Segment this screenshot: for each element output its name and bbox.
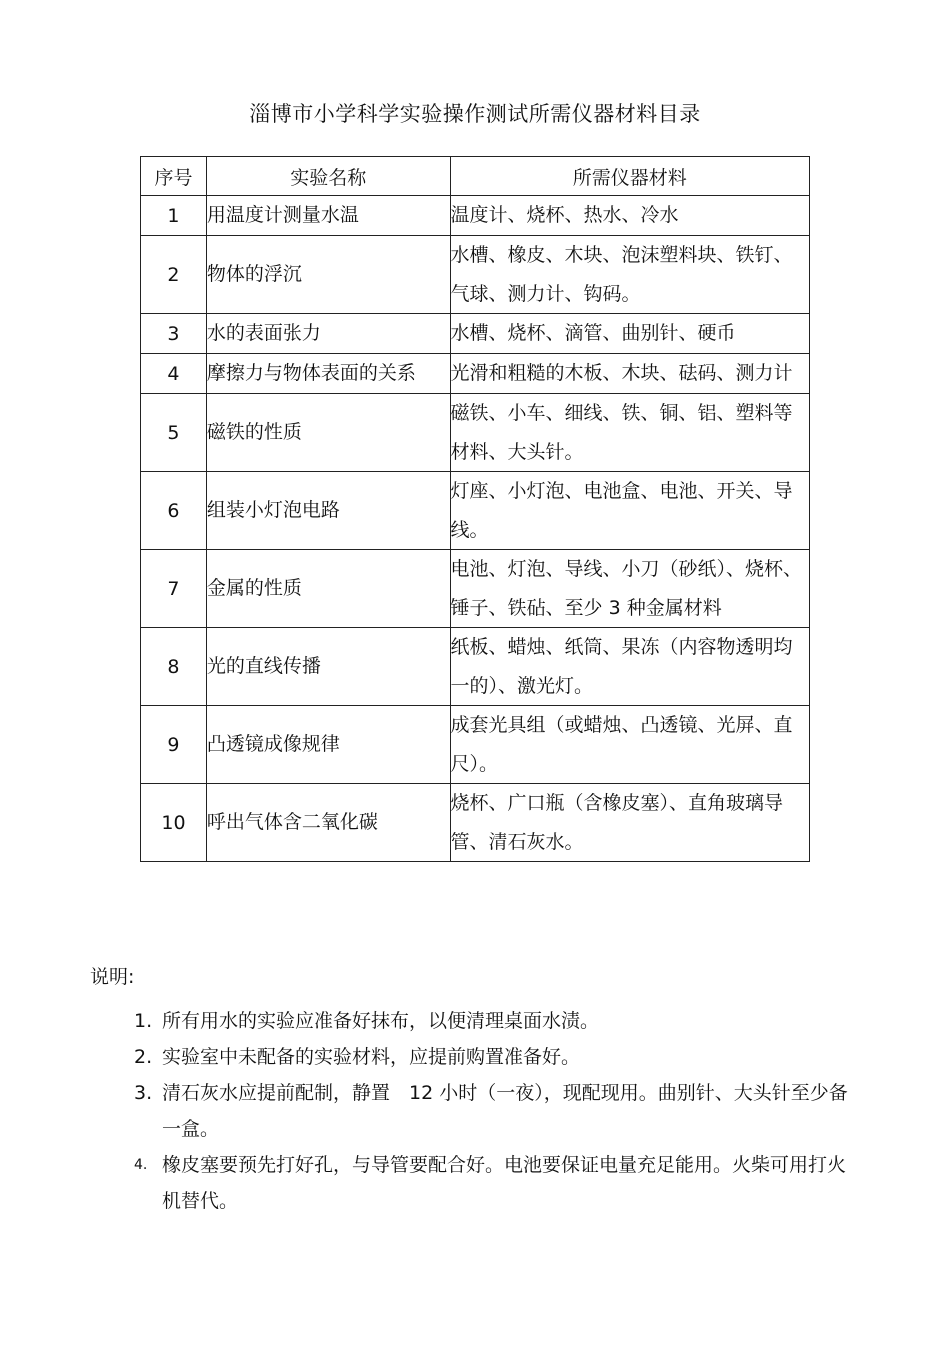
row-number: 1	[141, 196, 207, 236]
experiment-name: 凸透镜成像规律	[206, 706, 450, 784]
experiment-name: 摩擦力与物体表面的关系	[206, 354, 450, 394]
note-text: 所有用水的实验应准备好抹布，以便清理桌面水渍。	[162, 1010, 600, 1032]
experiment-name: 用温度计测量水温	[206, 196, 450, 236]
materials-cell: 纸板、蜡烛、纸筒、果冻（内容物透明均一的）、激光灯。	[450, 628, 809, 706]
table-row	[141, 314, 810, 354]
row-number: 4	[141, 354, 207, 394]
materials-cell: 光滑和粗糙的木板、木块、砝码、测力计	[450, 354, 809, 394]
materials-table	[140, 156, 810, 862]
row-number: 9	[141, 706, 207, 784]
header-number: 序号	[141, 157, 207, 196]
materials-cell: 成套光具组（或蜡烛、凸透镜、光屏、直尺）。	[450, 706, 809, 784]
experiment-name: 磁铁的性质	[206, 394, 450, 472]
row-number: 7	[141, 550, 207, 628]
table-row	[141, 196, 810, 236]
table-row	[141, 706, 810, 784]
row-number: 3	[141, 314, 207, 354]
row-number: 2	[141, 236, 207, 314]
table-row	[141, 550, 810, 628]
note-item	[134, 1039, 860, 1075]
experiment-name: 水的表面张力	[206, 314, 450, 354]
experiment-name: 光的直线传播	[206, 628, 450, 706]
note-text: 橡皮塞要预先打好孔，与导管要配合好。电池要保证电量充足能用。火柴可用打火机替代。	[162, 1154, 847, 1212]
note-number: 1.	[134, 1010, 153, 1032]
materials-cell: 水槽、橡皮、木块、泡沫塑料块、铁钉、气球、测力计、钩码。	[450, 236, 809, 314]
materials-cell: 灯座、小灯泡、电池盒、电池、开关、导线。	[450, 472, 809, 550]
materials-cell: 温度计、烧杯、热水、冷水	[450, 196, 809, 236]
table-row	[141, 784, 810, 862]
materials-cell: 磁铁、小车、细线、铁、铜、铝、塑料等材料、大头针。	[450, 394, 809, 472]
row-number: 6	[141, 472, 207, 550]
row-number: 10	[141, 784, 207, 862]
table-row	[141, 236, 810, 314]
table-row	[141, 628, 810, 706]
note-item	[134, 1075, 860, 1147]
materials-cell: 烧杯、广口瓶（含橡皮塞）、直角玻璃导管、清石灰水。	[450, 784, 809, 862]
note-number: 4.	[134, 1157, 148, 1173]
note-number: 2.	[134, 1046, 153, 1068]
materials-cell: 水槽、烧杯、滴管、曲别针、硬币	[450, 314, 809, 354]
table-row	[141, 354, 810, 394]
note-item	[134, 1147, 860, 1219]
table-row	[141, 394, 810, 472]
experiment-name: 呼出气体含二氧化碳	[206, 784, 450, 862]
notes-section	[90, 962, 860, 1219]
row-number: 8	[141, 628, 207, 706]
experiment-name: 物体的浮沉	[206, 236, 450, 314]
note-text: 实验室中未配备的实验材料，应提前购置准备好。	[162, 1046, 581, 1068]
document-title: 淄博市小学科学实验操作测试所需仪器材料目录	[249, 102, 701, 126]
note-item	[134, 1003, 860, 1039]
notes-title: 说明:	[90, 966, 135, 988]
experiment-name: 金属的性质	[206, 550, 450, 628]
row-number: 5	[141, 394, 207, 472]
note-number: 3.	[134, 1082, 153, 1104]
table-header-row	[141, 157, 810, 196]
note-text: 清石灰水应提前配制，静置 12 小时（一夜），现配现用。曲别针、大头针至少备一盒。	[162, 1082, 848, 1140]
header-experiment-name: 实验名称	[206, 157, 450, 196]
header-materials: 所需仪器材料	[450, 157, 809, 196]
experiment-name: 组装小灯泡电路	[206, 472, 450, 550]
table-row	[141, 472, 810, 550]
materials-cell: 电池、灯泡、导线、小刀（砂纸）、烧杯、锤子、铁砧、至少 3 种金属材料	[450, 550, 809, 628]
